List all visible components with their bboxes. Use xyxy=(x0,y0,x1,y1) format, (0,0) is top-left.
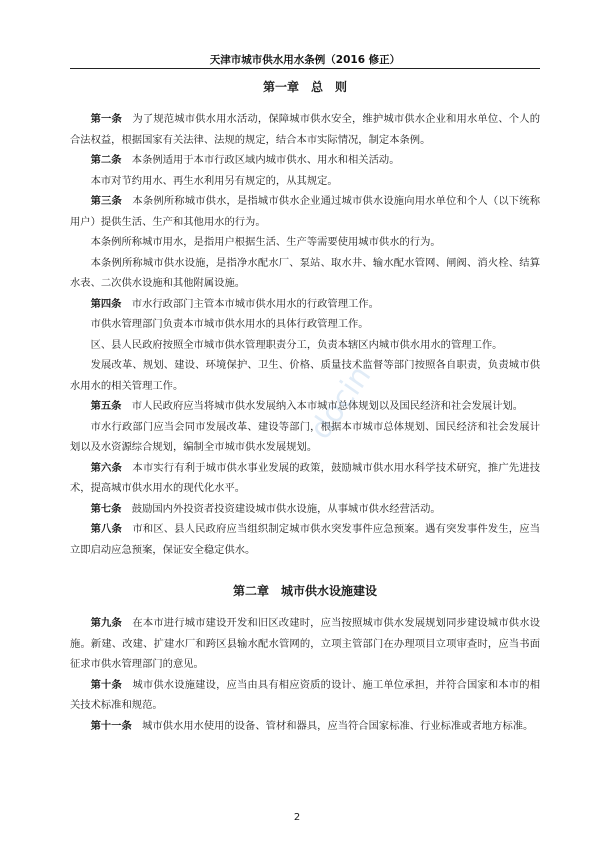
paragraph xyxy=(70,253,540,294)
paragraph-text: 本条例所称城市供水，是指城市供水企业通过城市供水设施向用水单位和个人（以下统称用户）提供生活、生产和其他用水的行为。 xyxy=(70,195,541,228)
chapter-1-title: 第一章 总 则 xyxy=(262,80,347,94)
paragraph xyxy=(70,499,540,520)
paragraph-text: 本条例所称城市用水，是指用户根据生活、生产等需要使用城市供水的行为。 xyxy=(90,236,441,248)
paragraph-text: 为了规范城市供水用水活动，保障城市供水安全，维护城市供水企业和用水单位、个人的合法权益，根据国家有关法律、法规的规定，结合本市实际情况，制定本条例。 xyxy=(70,113,541,146)
article-number: 第九条 xyxy=(90,617,122,629)
article-number: 第十条 xyxy=(90,678,122,691)
article-number: 第三条 xyxy=(90,195,122,207)
paragraph xyxy=(70,314,540,335)
paragraph xyxy=(70,171,540,192)
paragraph-text: 市和区、县人民政府应当组织制定城市供水突发事件应急预案。遇有突发事件发生，应当立即启动应急预案，保证安全稳定供水。 xyxy=(70,523,541,556)
article-number: 第十一条 xyxy=(90,719,132,732)
paragraph xyxy=(70,417,540,458)
article-number: 第一条 xyxy=(90,113,122,125)
paragraph-text: 本市对节约用水、再生水利用另有规定的，从其规定。 xyxy=(90,174,338,187)
paragraph xyxy=(70,232,540,253)
paragraph-text: 发展改革、规划、建设、环境保护、卫生、价格、质量技术监督等部门按照各自职责，负责城市供水用水的相关管理工作。 xyxy=(70,359,540,392)
paragraph-text: 本市实行有利于城市供水事业发展的政策，鼓励城市供水用水科学技术研究，推广先进技术，提高城市供水用水的现代化水平。 xyxy=(70,461,541,494)
paragraph-text: 市人民政府应当将城市供水发展纳入本市城市总体规划以及国民经济和社会发展计划。 xyxy=(131,400,524,412)
paragraph xyxy=(70,458,540,499)
paragraph xyxy=(70,150,540,171)
paragraph xyxy=(70,109,540,150)
paragraph xyxy=(70,191,540,232)
paragraph xyxy=(70,613,540,675)
paragraph xyxy=(70,716,540,737)
paragraph-text: 本条例所称城市供水设施，是指净水配水厂、泵站、取水井、输水配水管网、闸阀、消火栓、结算水表、二次供水设施和其他附属设施。 xyxy=(70,256,540,289)
paragraph-text: 城市供水设施建设，应当由具有相应资质的设计、施工单位承担，并符合国家和本市的相关技术标准和规范。 xyxy=(70,678,541,711)
article-number: 第八条 xyxy=(90,523,122,535)
paragraph xyxy=(70,355,540,396)
paragraph-text: 市水行政部门主管本市城市供水用水的行政管理工作。 xyxy=(131,297,379,310)
paragraph xyxy=(70,519,540,560)
paragraph xyxy=(70,294,540,315)
article-number: 第七条 xyxy=(90,502,122,515)
article-number: 第四条 xyxy=(90,297,122,310)
paragraph-text: 区、县人民政府按照全市城市供水管理职责分工，负责本辖区内城市供水用水的管理工作。 xyxy=(90,338,503,351)
paragraph xyxy=(70,335,540,356)
paragraph xyxy=(70,396,540,417)
chapter-2-paragraphs xyxy=(70,613,540,736)
paragraph-text: 市水行政部门应当会同市发展改革、建设等部门，根据本市城市总体规划、国民经济和社会发展计划以及水资源综合规划，编制全市城市供水发展规划。 xyxy=(70,420,540,453)
paragraph xyxy=(70,675,540,716)
paragraph-text: 鼓励国内外投资者投资建设城市供水设施，从事城市供水经营活动。 xyxy=(131,502,441,515)
article-number: 第六条 xyxy=(90,461,122,474)
paragraph-text: 在本市进行城市建设开发和旧区改建时，应当按照城市供水发展规划同步建设城市供水设施。新建、改建、扩建水厂和跨区县输水配水管网的，立项主管部门在办理项目立项审查时，应当书面征求市供水管理部门的意见。 xyxy=(70,617,541,670)
document-body xyxy=(70,72,540,736)
paragraph-text: 城市供水用水使用的设备、管材和器具，应当符合国家标准、行业标准或者地方标准。 xyxy=(142,719,534,732)
chapter-2-title: 第二章 城市供水设施建设 xyxy=(232,584,377,598)
docin-watermark: docin xyxy=(302,359,379,446)
article-number: 第五条 xyxy=(90,400,122,412)
page-number: 2 xyxy=(293,812,301,823)
paragraph-text: 市供水管理部门负责本市城市供水用水的具体行政管理工作。 xyxy=(90,318,369,330)
paragraph-text: 本条例适用于本市行政区域内城市供水、用水和相关活动。 xyxy=(131,154,400,166)
header-divider xyxy=(70,68,540,69)
running-header: 天津市城市供水用水条例（2016 修正） xyxy=(209,54,401,66)
article-number: 第二条 xyxy=(90,154,122,166)
chapter-1-paragraphs xyxy=(70,109,540,560)
